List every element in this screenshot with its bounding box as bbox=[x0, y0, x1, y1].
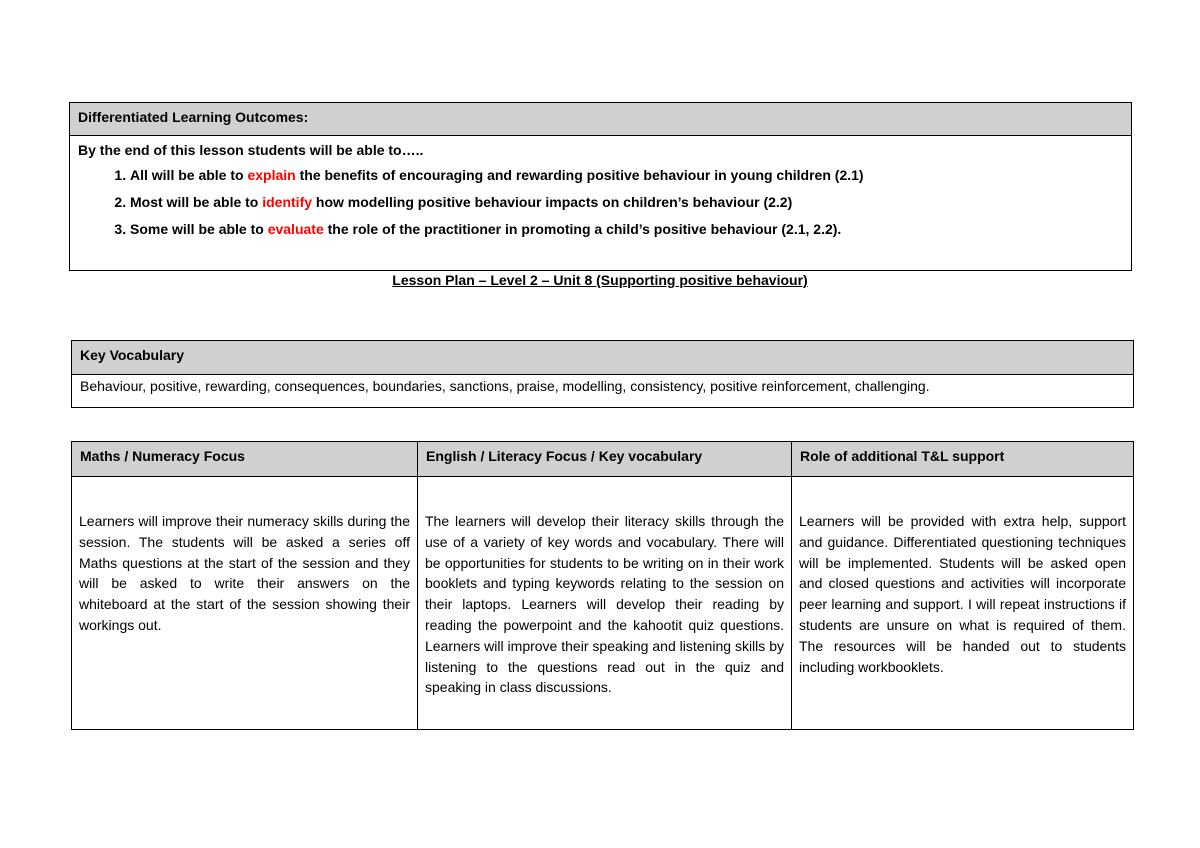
outcome-lead: Most will be able to bbox=[130, 194, 263, 210]
outcome-lead: Some will be able to bbox=[130, 221, 268, 237]
maths-focus-header: Maths / Numeracy Focus bbox=[72, 442, 417, 477]
outcome-rest: the role of the practitioner in promoting a child’s positive behaviour (2.1, 2.2). bbox=[323, 221, 842, 237]
outcome-lead: All will be able to bbox=[130, 167, 248, 183]
outcome-item bbox=[130, 166, 1131, 185]
learning-outcomes-intro: By the end of this lesson students will be able to….. bbox=[78, 142, 424, 158]
maths-focus-text: Learners will improve their numeracy skills during the session. The students will be asked a series off Maths questions at the start of the session and they will be asked to write their answers on the whiteboard at the start of the session showing their workings out. bbox=[79, 513, 410, 633]
outcome-verb: identify bbox=[262, 194, 313, 210]
outcome-item bbox=[130, 220, 1131, 239]
support-role-column bbox=[791, 442, 1133, 729]
lesson-plan-title: Lesson Plan – Level 2 – Unit 8 (Supporting positive behaviour) bbox=[392, 272, 808, 288]
support-role-text: Learners will be provided with extra help, support and guidance. Differentiated questioning techniques will be implemented. Students will be asked open and closed questions and activities will incorporate peer learning and support. I will repeat instructions if students are unsure on what is required of them. The resources will be handed out to students including workbooklets. bbox=[799, 513, 1126, 675]
maths-focus-column bbox=[72, 442, 417, 729]
key-vocabulary-header: Key Vocabulary bbox=[72, 341, 1133, 375]
english-focus-column bbox=[417, 442, 791, 729]
key-vocabulary-table bbox=[71, 340, 1134, 408]
outcome-rest: how modelling positive behaviour impacts on children’s behaviour (2.2) bbox=[312, 194, 793, 210]
english-focus-text: The learners will develop their literacy skills through the use of a variety of key words and vocabulary. There will be opportunities for students to be writing on in their work booklets and typing keywords relating to the session on their laptops. Learners will develop their reading by reading the powerpoint and the kahootit quiz questions. Learners will improve their speaking and listening skills by listening to the questions read out in the quiz and speaking in class discussions. bbox=[425, 513, 784, 696]
learning-outcomes-body bbox=[70, 136, 1131, 239]
learning-outcomes-header: Differentiated Learning Outcomes: bbox=[70, 103, 1131, 136]
outcome-rest: the benefits of encouraging and rewarding positive behaviour in young children (2.1) bbox=[295, 167, 864, 183]
outcome-item bbox=[130, 193, 1131, 212]
key-vocabulary-text: Behaviour, positive, rewarding, consequences, boundaries, sanctions, praise, modelling, consistency, positive reinforcement, challenging. bbox=[80, 378, 930, 394]
support-role-header: Role of additional T&L support bbox=[792, 442, 1133, 477]
english-focus-header: English / Literacy Focus / Key vocabulary bbox=[418, 442, 791, 477]
outcome-verb: explain bbox=[247, 167, 296, 183]
outcome-verb: evaluate bbox=[267, 221, 324, 237]
learning-outcomes-list bbox=[78, 166, 1131, 239]
focus-table bbox=[71, 441, 1134, 730]
learning-outcomes-table bbox=[69, 102, 1132, 271]
